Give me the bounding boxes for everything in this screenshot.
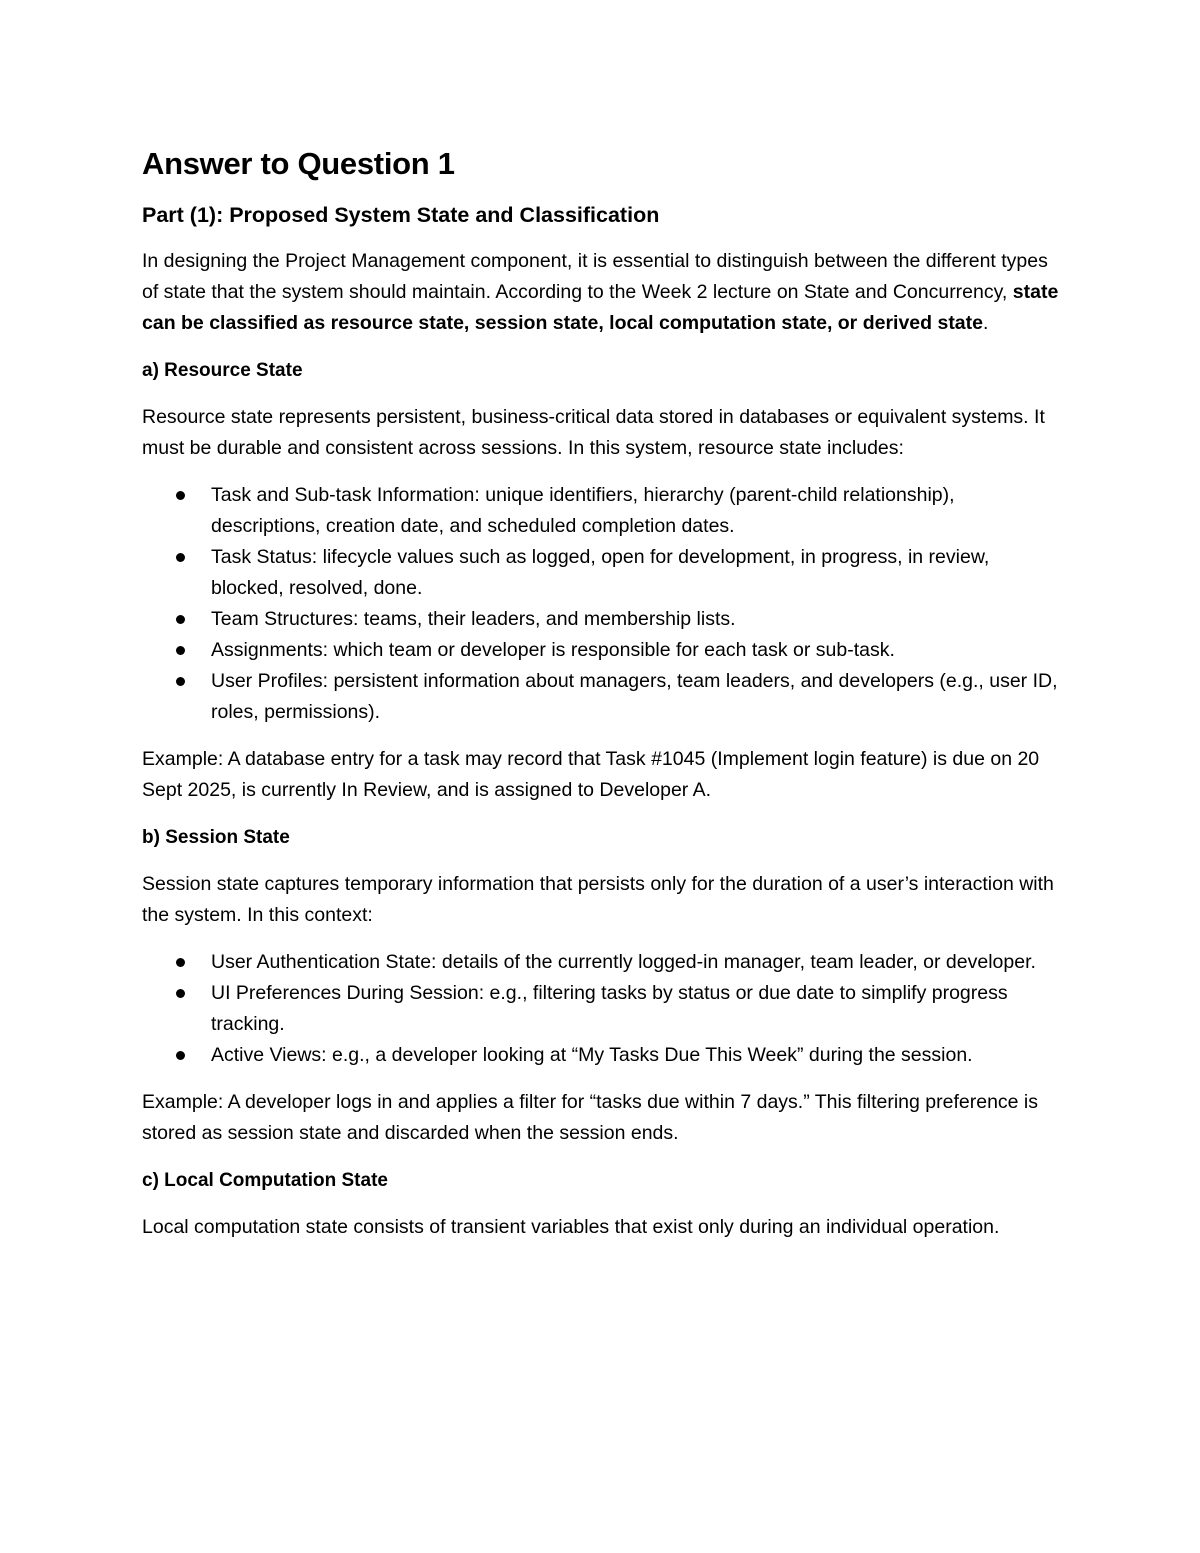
document-title: Answer to Question 1 <box>142 146 455 181</box>
section-b-example: Example: A developer logs in and applies a filter for “tasks due within 7 days.” This filtering preference is stored as session state and discarded when the session ends. <box>142 1091 1039 1144</box>
section-a-description: Resource state represents persistent, business-critical data stored in databases or equivalent systems. It must be durable and consistent across sessions. In this system, resource state includes: <box>142 406 1045 459</box>
list-item <box>142 978 1062 1040</box>
section-b-bullet-list <box>142 947 1062 1071</box>
list-item-text: User Profiles: persistent information about managers, team leaders, and developers (e.g., user ID, roles, permissions). <box>211 670 1058 723</box>
list-item <box>142 480 1062 542</box>
bullet-icon <box>176 958 185 967</box>
bullet-icon <box>176 553 185 562</box>
list-item-text: Active Views: e.g., a developer looking at “My Tasks Due This Week” during the session. <box>211 1044 973 1066</box>
bullet-icon <box>176 491 185 500</box>
bullet-icon <box>176 646 185 655</box>
list-item-text: Task Status: lifecycle values such as logged, open for development, in progress, in review, blocked, resolved, done. <box>211 546 990 599</box>
list-item-text: UI Preferences During Session: e.g., filtering tasks by status or due date to simplify progress tracking. <box>211 982 1008 1035</box>
section-c-heading: c) Local Computation State <box>142 1170 388 1191</box>
bullet-icon <box>176 989 185 998</box>
document-page <box>142 140 1062 1243</box>
bullet-icon <box>176 1051 185 1060</box>
list-item <box>142 666 1062 728</box>
section-a-example: Example: A database entry for a task may record that Task #1045 (Implement login feature) is due on 20 Sept 2025, is currently In Review, and is assigned to Developer A. <box>142 748 1040 801</box>
bullet-icon <box>176 615 185 624</box>
section-a-bullet-list <box>142 480 1062 728</box>
intro-bold-text: state can be classified as resource state, session state, local computation state, or derived state <box>142 281 1059 334</box>
intro-paragraph <box>142 246 1062 339</box>
list-item <box>142 635 1062 666</box>
list-item-text: Task and Sub-task Information: unique identifiers, hierarchy (parent-child relationship), descriptions, creation date, and scheduled completion dates. <box>211 484 955 537</box>
list-item-text: Assignments: which team or developer is responsible for each task or sub-task. <box>211 639 895 661</box>
list-item-text: Team Structures: teams, their leaders, and membership lists. <box>211 608 736 630</box>
intro-text: In designing the Project Management component, it is essential to distinguish between the different types of state that the system should maintain. According to the Week 2 lecture on State and Concurrency, <box>142 250 1048 303</box>
intro-end: . <box>983 312 989 334</box>
list-item-text: User Authentication State: details of the currently logged-in manager, team leader, or developer. <box>211 951 1036 973</box>
part1-heading: Part (1): Proposed System State and Classification <box>142 203 660 227</box>
list-item <box>142 604 1062 635</box>
bullet-icon <box>176 677 185 686</box>
list-item <box>142 1040 1062 1071</box>
section-c-description: Local computation state consists of transient variables that exist only during an individual operation. <box>142 1216 1000 1238</box>
section-b-heading: b) Session State <box>142 827 290 848</box>
section-a-heading: a) Resource State <box>142 360 303 381</box>
section-b-description: Session state captures temporary information that persists only for the duration of a user’s interaction with the system. In this context: <box>142 873 1054 926</box>
list-item <box>142 947 1062 978</box>
list-item <box>142 542 1062 604</box>
